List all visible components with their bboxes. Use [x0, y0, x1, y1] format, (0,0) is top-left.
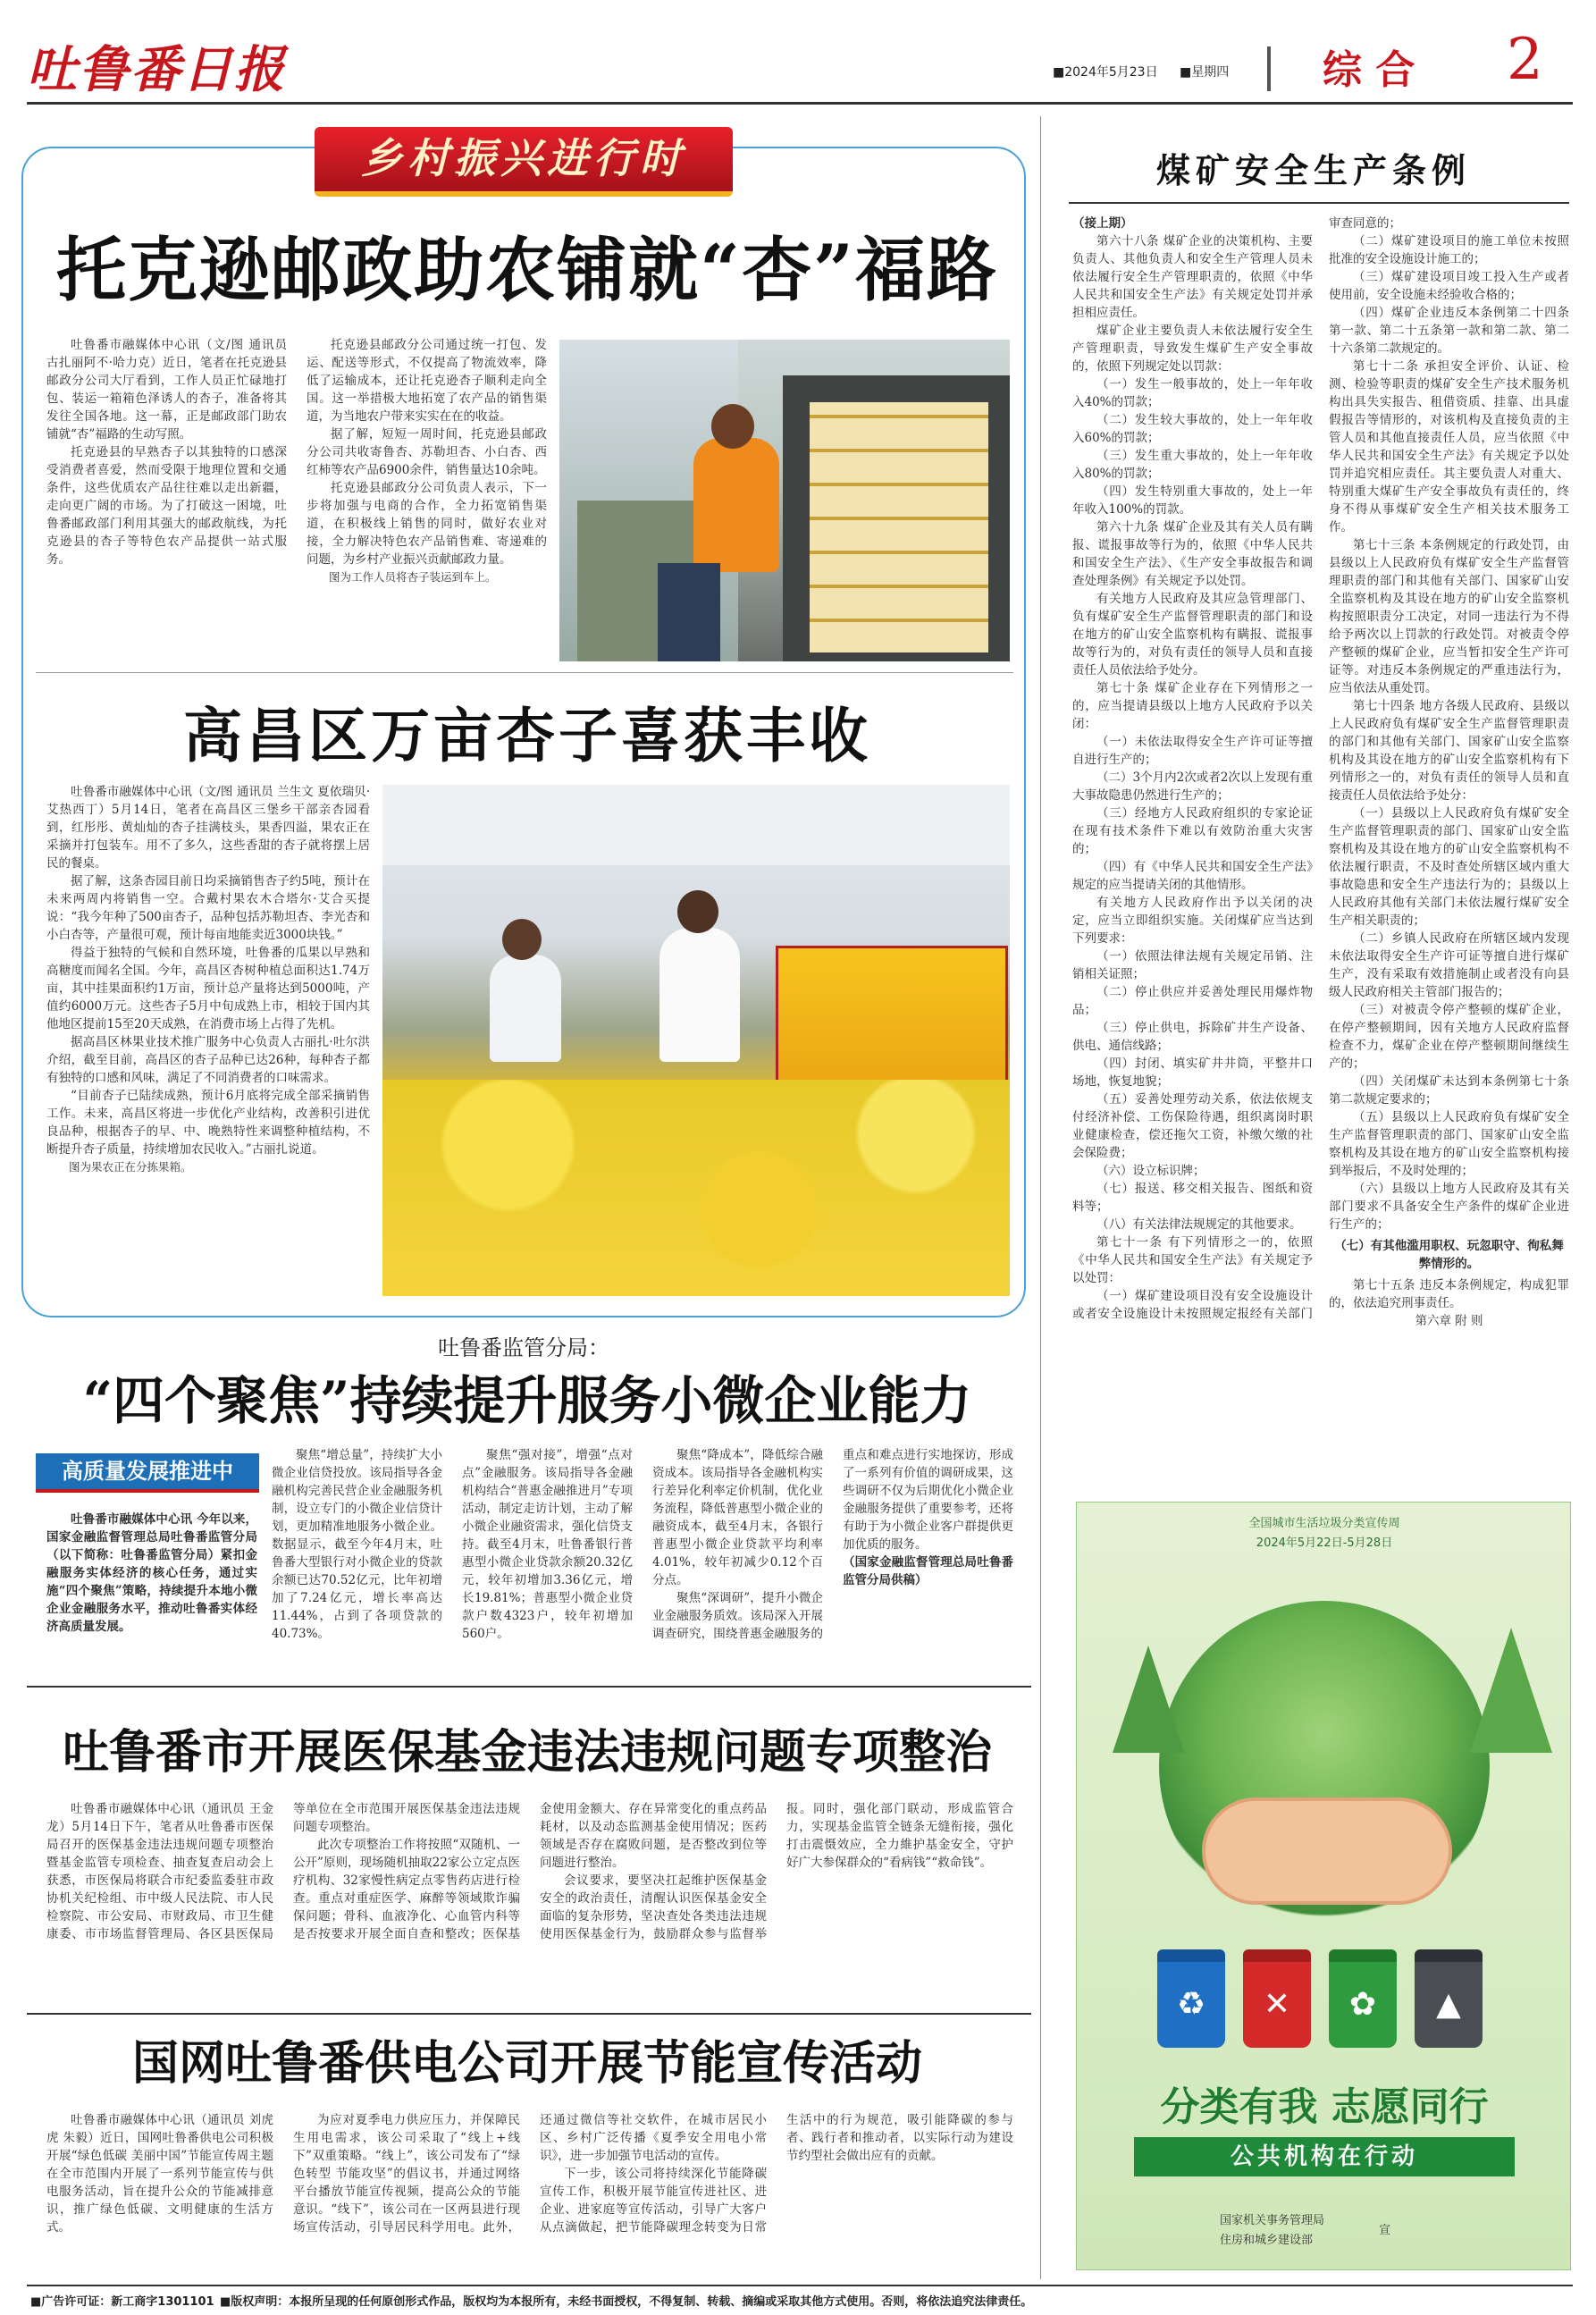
article4-body [46, 1800, 1013, 2006]
paragraph: （二）发生较大事故的，处上一年年收入60%的罚款； [1072, 413, 1313, 445]
paragraph: 第七十四条 地方各级人民政府、县级以上人民政府负有煤矿安全生产监督管理职责的部门和其他有关部门、国家矿山安全监察机构及其设在地方的矿山安全监察机构有下列情形之一的，对负有责任的领导人员和直接责任人员依法给予处分： [1329, 699, 1569, 803]
paragraph: 第六十九条 煤矿企业及其有关人员有瞒报、谎报事故等行为的，依照《中华人民共和国安全生产法》、《生产安全事故报告和调查处理条例》有关规定予以处罚。 [1072, 520, 1313, 588]
article3-lead [46, 1511, 257, 1636]
paragraph: （二）停止供应并妥善处理民用爆炸物品； [1072, 985, 1313, 1017]
paragraph: 第七十三条 本条例规定的行政处罚，由县级以上人民政府负有煤矿安全生产监督管理职责的部门和其他有关部门、国家矿山安全监察机构及其设在地方的矿山安全监察机构按照职责分工决定，对同一违法行为不得给予两次以上罚款的行政处罚。对被责令停产整顿的煤矿企业，应当暂扣安全生产许可证等。对违反本条例规定的严重违法行为，应当依法从重处罚。 [1329, 538, 1569, 695]
paragraph: （二）乡镇人民政府在所辖区域内发现未依法取得安全生产许可证等擅自进行煤矿生产，没有采取有效措施制止或者没有向县级人民政府相关主管部门报告的； [1329, 931, 1569, 999]
masthead [0, 0, 1596, 107]
paragraph: （四）封闭、填实矿井井筒，平整井口场地，恢复地貌； [1072, 1056, 1313, 1089]
issue-date: ■2024年5月23日 [1053, 65, 1158, 80]
photo-caption: 图为工作人员将杏子装运到车上。 [329, 570, 497, 584]
paragraph: （一）县级以上人民政府负有煤矿安全生产监督管理职责的部门、国家矿山安全监察机构及其设在地方的矿山安全监察机构不依法履行职责，不及时查处所辖区域内重大事故隐患和安全生产违法行为的；县级以上人民政府其他有关部门未依法履行煤矿安全生产相关职责的； [1329, 806, 1569, 928]
article3-kicker: 吐鲁番监管分局： [438, 1335, 609, 1360]
section-banner [315, 127, 733, 197]
paragraph: （一）依照法律法规有关规定吊销、注销相关证照； [1072, 949, 1313, 981]
paragraph: （二）煤矿建设项目的施工单位未按照批准的安全设施设计施工的； [1329, 234, 1569, 266]
paragraph: （六）县级以上地方人民政府及其有关部门要求不具备安全生产条件的煤矿企业进行生产的； [1329, 1182, 1569, 1232]
section-name: 综 合 [1323, 47, 1415, 93]
paragraph: 第六十八条 煤矿企业的决策机构、主要负责人、其他负责人和安全生产管理人员未依法履行安全生产管理职责的，依照《中华人民共和国安全生产法》有关规定处罚并承担相应责任。 [1072, 234, 1313, 320]
paragraph: （七）报送、移交相关报告、图纸和资料等； [1072, 1182, 1313, 1214]
paragraph: （二）3个月内2次或者2次以上发现有重大事故隐患仍然进行生产的； [1072, 770, 1313, 803]
paragraph: （三）经地方人民政府组织的专家论证在现有技术条件下难以有效防治重大灾害的； [1072, 806, 1313, 856]
footer-copyright: ■版权声明：本报所呈现的任何原创形式作品，版权均为本报所有，未经书面授权，不得复制、转载、摘编或采取其他方式使用。否则，将依法追究法律责任。 [220, 2295, 1033, 2309]
hands-illustration [1202, 1797, 1452, 1905]
article1-title: 托克逊邮政助农铺就“杏”福路 [56, 230, 998, 311]
article1-body [46, 336, 547, 711]
article5-body [46, 2111, 1013, 2277]
paragraph: 为应对夏季电力供应压力，并保障民生用电需求，该公司采取了“线上+线下”双重策略。“线上”，该公司发布了“绿色转型 节能攻坚”的倡议书，并通过网络平台播放节能宣传视频，提高公众的节能意识。“线下”，该公司在一区两县进行现场宣传活动，引导居民科学用电。此外，还通过微信等社交软件，在城市居民小区、乡村广泛传播《夏季安全用电小常识》，进一步加强节电活动的宣传。 [293, 2113, 767, 2235]
tree-icon [1113, 1646, 1184, 1753]
paragraph: （三）停止供电，拆除矿井生产设备、供电、通信线路； [1072, 1021, 1313, 1053]
ad-header-week: 全国城市生活垃圾分类宣传周 [1248, 1517, 1400, 1530]
photo-caption: 图为果农正在分拣果箱。 [69, 1160, 192, 1174]
paragraph: 据高昌区林果业技术推广服务中心负责人古丽扎·吐尔洪介绍，截至目前，高昌区的杏子品种已达26种，每种杏子都有独特的口感和风味，满足了不同消费者的口味需求。 [46, 1035, 370, 1085]
paragraph: 托克逊县的早熟杏子以其独特的口感深受消费者喜爱，然而受限于地理位置和交通条件，这些优质农产品往往难以走出新疆，走向更广阔的市场。为了打破这一困境，吐鲁番邮政部门利用其强大的邮政航线，为托克逊县的杏子等特色农产品提供一站式服务。 [46, 445, 287, 567]
paragraph: （一）发生一般事故的，处上一年年收入40%的罚款； [1072, 377, 1313, 409]
regulation-title: 煤矿安全生产条例 [1155, 150, 1471, 190]
masthead-rule [27, 102, 1573, 105]
garbage-sorting-ad [1076, 1502, 1571, 2270]
paragraph: （国家金融监督管理总局吐鲁番监管分局供稿） [843, 1555, 1013, 1587]
paragraph: （四）发生特别重大事故的，处上一年年收入100%的罚款。 [1072, 484, 1313, 517]
paragraph: “目前杏子已陆续成熟，预计6月底将完成全部采摘销售工作。未来，高昌区将进一步优化产业结构，改善积引进优良品种，根据杏子的早、中、晚熟特性来调整种植结构，不断提升杏子质量，持续增加农民收入。”古丽扎说道。 [46, 1089, 370, 1157]
article-divider [36, 672, 1013, 673]
paragraph: （四）有《中华人民共和国安全生产法》规定的应当提请关闭的其他情形。 [1072, 860, 1313, 892]
chapter-heading: （七）有其他滥用职权、玩忽职守、徇私舞弊情形的。 [1334, 1239, 1564, 1271]
article2-body [46, 783, 370, 1176]
paragraph: 吐鲁番市融媒体中心讯（文/图 通讯员 兰生文 夏依瑞贝·艾热西丁）5月14日，笔者在高昌区三堡乡干部亲杏园看到，红彤彤、黄灿灿的杏子挂满枝头，果香四溢，果农正在采摘并打包装车。用不了多久，这些香甜的杏子就将摆上居民的餐桌。 [46, 785, 370, 871]
paragraph: （三）煤矿建设项目竣工投入生产或者使用前，安全设施未经验收合格的； [1329, 270, 1569, 302]
bin-red-icon: ✕ [1243, 1949, 1311, 2048]
paragraph: （三）对被责令停产整顿的煤矿企业，在停产整顿期间，因有关地方人民政府监督检查不力，煤矿企业在停产整顿期间继续生产的； [1329, 1003, 1569, 1071]
section-banner-text: 乡村振兴进行时 [361, 134, 686, 182]
paragraph: 聚焦“强对接”，增强“点对点”金融服务。该局指导各金融机构结合“普惠金融推进月”专项活动，制定走访计划，主动了解小微企业融资需求，强化信贷支持。截至4月末，吐鲁番银行普惠型小微企业贷款余额20.32亿元，较年初增加3.36亿元，增长19.81%；普惠型小微企业贷款户数4323户，较年初增加560户。 [462, 1448, 633, 1641]
ad-slogan: 分类有我 志愿同行 [1160, 2084, 1489, 2130]
footer-rule [27, 2285, 1573, 2286]
bin-green-icon: ✿ [1329, 1949, 1397, 2048]
regulation-title-rule [1069, 202, 1569, 204]
footer-license: ■广告许可证：新工商字1301101 [30, 2295, 214, 2309]
column-divider [1040, 116, 1041, 2279]
ad-sponsor-1: 国家机关事务管理局 [1220, 2214, 1325, 2227]
paragraph: 吐鲁番市融媒体中心讯（通讯员 刘虎虎 朱毅）近日，国网吐鲁番供电公司积极开展“绿色低碳 美丽中国”节能宣传周主题在全市范围内开展了一系列节能宣传与供电服务活动，旨在提升公众的节能减排意识，推广绿色低碳、文明健康的生活方式。 [46, 2113, 273, 2235]
paragraph: 据了解，这条杏园目前日均采摘销售杏子约5吨，预计在未来两周内将销售一空。合戴村果农木合塔尔·艾合买提说：“我今年种了500亩杏子，品种包括苏勒坦杏、李光杏和小白杏等，产量很可观，预计每亩地能卖近3000块钱。” [46, 874, 370, 942]
paragraph: 吐鲁番市融媒体中心讯 今年以来，国家金融监督管理总局吐鲁番监管分局（以下简称：吐鲁番监管分局）紧扣金融服务实体经济的核心任务，通过实施“四个聚焦”策略，持续提升本地小微企业金融服务水平，推动吐鲁番实体经济高质量发展。 [46, 1512, 257, 1634]
paragraph: 有关地方人民政府作出予以关闭的决定，应当立即组织实施。关闭煤矿应当达到下列要求： [1072, 896, 1313, 946]
apricot-harvest-photo [382, 785, 1010, 1296]
masthead-divider [1267, 46, 1271, 91]
newspaper-logo: 吐鲁番日报 [27, 40, 286, 99]
paragraph: 煤矿企业主要负责人未依法履行安全生产管理职责，导致发生煤矿生产安全事故的，依照下列规定处以罚款： [1072, 324, 1313, 374]
paragraph: （四）关闭煤矿未达到本条例第七十条第二款规定要求的； [1329, 1074, 1569, 1107]
paragraph: （接上期） [1072, 216, 1133, 231]
paragraph: 第七十二条 承担安全评价、认证、检测、检验等职责的煤矿安全生产技术服务机构出具失实报告、租借资质、挂靠、出具虚假报告等情形的，对该机构及直接负责的主管人员和其他直接责任人员，应当依照《中华人民共和国安全生产法》有关规定予以处罚并追究相应责任。其主要负责人对重大、特别重大煤矿生产安全事故负有责任的，终身不得从事煤矿安全生产相关技术服务工作。 [1329, 359, 1569, 535]
postal-worker-photo [559, 340, 1010, 661]
paragraph: 第七十一条 有下列情形之一的，依照《中华人民共和国安全生产法》有关规定予以处罚： [1072, 1235, 1313, 1285]
article3-title: “四个聚焦”持续提升服务小微企业能力 [82, 1370, 972, 1431]
paragraph: 得益于独特的气候和自然环境，吐鲁番的瓜果以早熟和高糖度而闻名全国。今年，高昌区杏树种植总面积达1.74万亩，其中挂果面积约1万亩，预计总产量将达到5000吨，产值约6000万元。这些杏子5月中旬成熟上市，相较于国内其他地区提前15至20天成熟，在消费市场上占得了先机。 [46, 946, 370, 1031]
paragraph: 第七十条 煤矿企业存在下列情形之一的，应当提请县级以上地方人民政府予以关闭： [1072, 681, 1313, 731]
ad-sponsor-suffix: 宣 [1379, 2224, 1391, 2237]
article-divider [27, 2013, 1031, 2015]
paragraph: 据了解，短短一周时间，托克逊县邮政分公司共收寄鲁杏、苏勒坦杏、小白杏、西红柿等农产品6900余件，销售量达10余吨。 [307, 427, 547, 477]
paragraph: 下一步，该公司将持续深化节能降碳宣传工作，积极开展节能宣传进社区、进企业、进家庭等宣传活动，引导广大客户从点滴做起，把节能降碳理念转变为日常生活中的行为规范，吸引能降碳的参与者、践行者和推动者，以实际行动为建设节约型社会做出应有的贡献。 [540, 2113, 1013, 2235]
paragraph: 第七十五条 违反本条例规定，构成犯罪的，依法追究刑事责任。 [1329, 1278, 1569, 1310]
paragraph: （一）煤矿建设项目没有安全设施设计或者安全设施设计未按照规定报经有关部门审查同意的； [1072, 216, 1401, 1321]
paragraph: （八）有关法律法规规定的其他要求。 [1096, 1217, 1302, 1232]
paragraph: （三）发生重大事故的，处上一年年收入80%的罚款； [1072, 449, 1313, 481]
regulation-body [1072, 215, 1569, 1430]
paragraph: （一）未依法取得安全生产许可证等擅自进行生产的； [1072, 735, 1313, 767]
paragraph: 此次专项整治工作将按照“双随机、一公开”原则，现场随机抽取22家公立定点医疗机构、32家慢性病定点零售药店进行检查。重点对重症医学、麻醉等领域欺诈骗保问题；骨科、血液净化、心血管内科等是否按要求开展全面自查和整改；医保基金使用金额大、存在异常变化的重点药品耗材，以及动态监测基金使用情况；医药领域是否存在腐败问题，是否整改到位等问题进行整治。 [293, 1802, 767, 1941]
article4-title: 吐鲁番市开展医保基金违法违规问题专项整治 [62, 1725, 992, 1780]
ad-band-text: 公共机构在行动 [1230, 2143, 1418, 2170]
article5-title: 国网吐鲁番供电公司开展节能宣传活动 [131, 2036, 922, 2091]
article-divider [27, 1686, 1031, 1688]
topic-tag-text: 高质量发展推进中 [62, 1459, 233, 1484]
ad-band [1134, 2137, 1515, 2176]
article2-title: 高昌区万亩杏子喜获丰收 [183, 701, 871, 770]
paragraph: 吐鲁番市融媒体中心讯（通讯员 王金龙）5月14日下午，笔者从吐鲁番市医保局召开的医保基金违法违规问题专项整治暨基金监管专项检查、抽查复查启动会上获悉，市医保局将联合市纪委监委驻市政协机关纪检组、市中级人民法院、市人民检察院、市公安局、市财政局、市卫生健康委、市市场监督管理局、各区县医保局等单位在全市范围开展医保基金违法违规问题专项整治。 [46, 1802, 520, 1941]
issue-weekday: ■星期四 [1180, 65, 1230, 80]
paragraph: （六）设立标识牌； [1096, 1164, 1205, 1178]
paragraph: 有关地方人民政府及其应急管理部门、负有煤矿安全生产监督管理职责的部门和设在地方的矿山安全监察机构有瞒报、谎报事故等行为的，对负有责任的领导人员和直接责任人员依法给予处分。 [1072, 592, 1313, 678]
ad-header-dates: 2024年5月22日-5月28日 [1256, 1536, 1393, 1550]
tree-icon [1470, 1628, 1552, 1753]
paragraph: 吐鲁番市融媒体中心讯（文/图 通讯员 古扎丽阿不·哈力克）近日，笔者在托克逊县邮政分公司大厅看到，工作人员正忙碌地打包、装运一箱箱色泽诱人的杏子，准备将其发往全国各地。这一幕，正是邮政部门助农铺就“杏”福路的生动写照。 [46, 338, 287, 442]
paragraph: （五）妥善处理劳动关系，依法依规支付经济补偿、工伤保险待遇，组织离岗时职业健康检查，偿还拖欠工资，补缴欠缴的社会保险费； [1072, 1092, 1313, 1160]
paragraph: 聚焦“降成本”，降低综合融资成本。该局指导各金融机构实行差异化利率定价机制，优化业务流程，降低普惠型小微企业的融资成本，截至4月末，各银行普惠型小微企业贷款平均利率4.01%，较年初减少0.12个百分点。 [652, 1448, 823, 1587]
paragraph: 托克逊县邮政分公司通过统一打包、发运、配送等形式，不仅提高了物流效率，降低了运输成本，还让托克逊杏子顺利走向全国。这一举措极大地拓宽了农产品的销售渠道，为当地农户带来实实在在的收益。 [307, 338, 547, 424]
page-number: 2 [1507, 27, 1543, 93]
paragraph: 托克逊县邮政分公司负责人表示，下一步将加强与电商的合作，全力拓宽销售渠道，在积极线上销售的同时，做好农业对接，全力解决特色农产品销售难、寄递难的问题，为乡村产业振兴贡献邮政力量。 [307, 481, 547, 567]
paragraph: 聚焦“深调研”，提升小微企业金融服务质效。该局深入开展调查研究，围绕普惠金融服务的重点和难点进行实地探访，形成了一系列有价值的调研成果，这些调研不仅为后期优化小微企业金融服务提供了重要参考，还将有助于为小微企业客户群提供更加优质的服务。 [652, 1448, 1013, 1641]
paragraph: 第六章 附 则 [1415, 1314, 1483, 1328]
article3-body [272, 1446, 1013, 1673]
paragraph: （五）县级以上人民政府负有煤矿安全生产监督管理职责的部门、国家矿山安全监察机构及其设在地方的矿山安全监察机构接到举报后，不及时处理的； [1329, 1110, 1569, 1178]
paragraph: （四）煤矿企业违反本条例第二十四条第一款、第二十五条第一款和第二款、第二十六条第二款规定的。 [1329, 306, 1569, 356]
ad-sponsor-2: 住房和城乡建设部 [1220, 2234, 1314, 2247]
bin-blue-icon: ♻ [1157, 1949, 1225, 2048]
topic-tag [36, 1453, 259, 1493]
bin-grey-icon: ▲ [1415, 1949, 1483, 2048]
paragraph: 聚焦“增总量”，持续扩大小微企业信贷投放。该局指导各金融机构完善民营企业金融服务机制，设立专门的小微企业信贷计划，更加精准地服务小微企业。数据显示，截至今年4月末，吐鲁番大型银行对小微企业的贷款余额已达70.52亿元，比年初增加了7.24亿元，增长率高达11.44%，占到了各项贷款的40.73%。 [272, 1448, 442, 1641]
paragraph: 会议要求，要坚决扛起维护医保基金安全的政治责任，清醒认识医保基金安全面临的复杂形势，坚决查处各类违法违规使用医保基金行为，鼓励群众参与监督举报。同时，强化部门联动，形成监管合力，实现基金监管全链条无缝衔接，强化打击震慑效应，全力維护基金安全，守护好广大参保群众的“看病钱”“救命钱”。 [540, 1802, 1013, 1941]
